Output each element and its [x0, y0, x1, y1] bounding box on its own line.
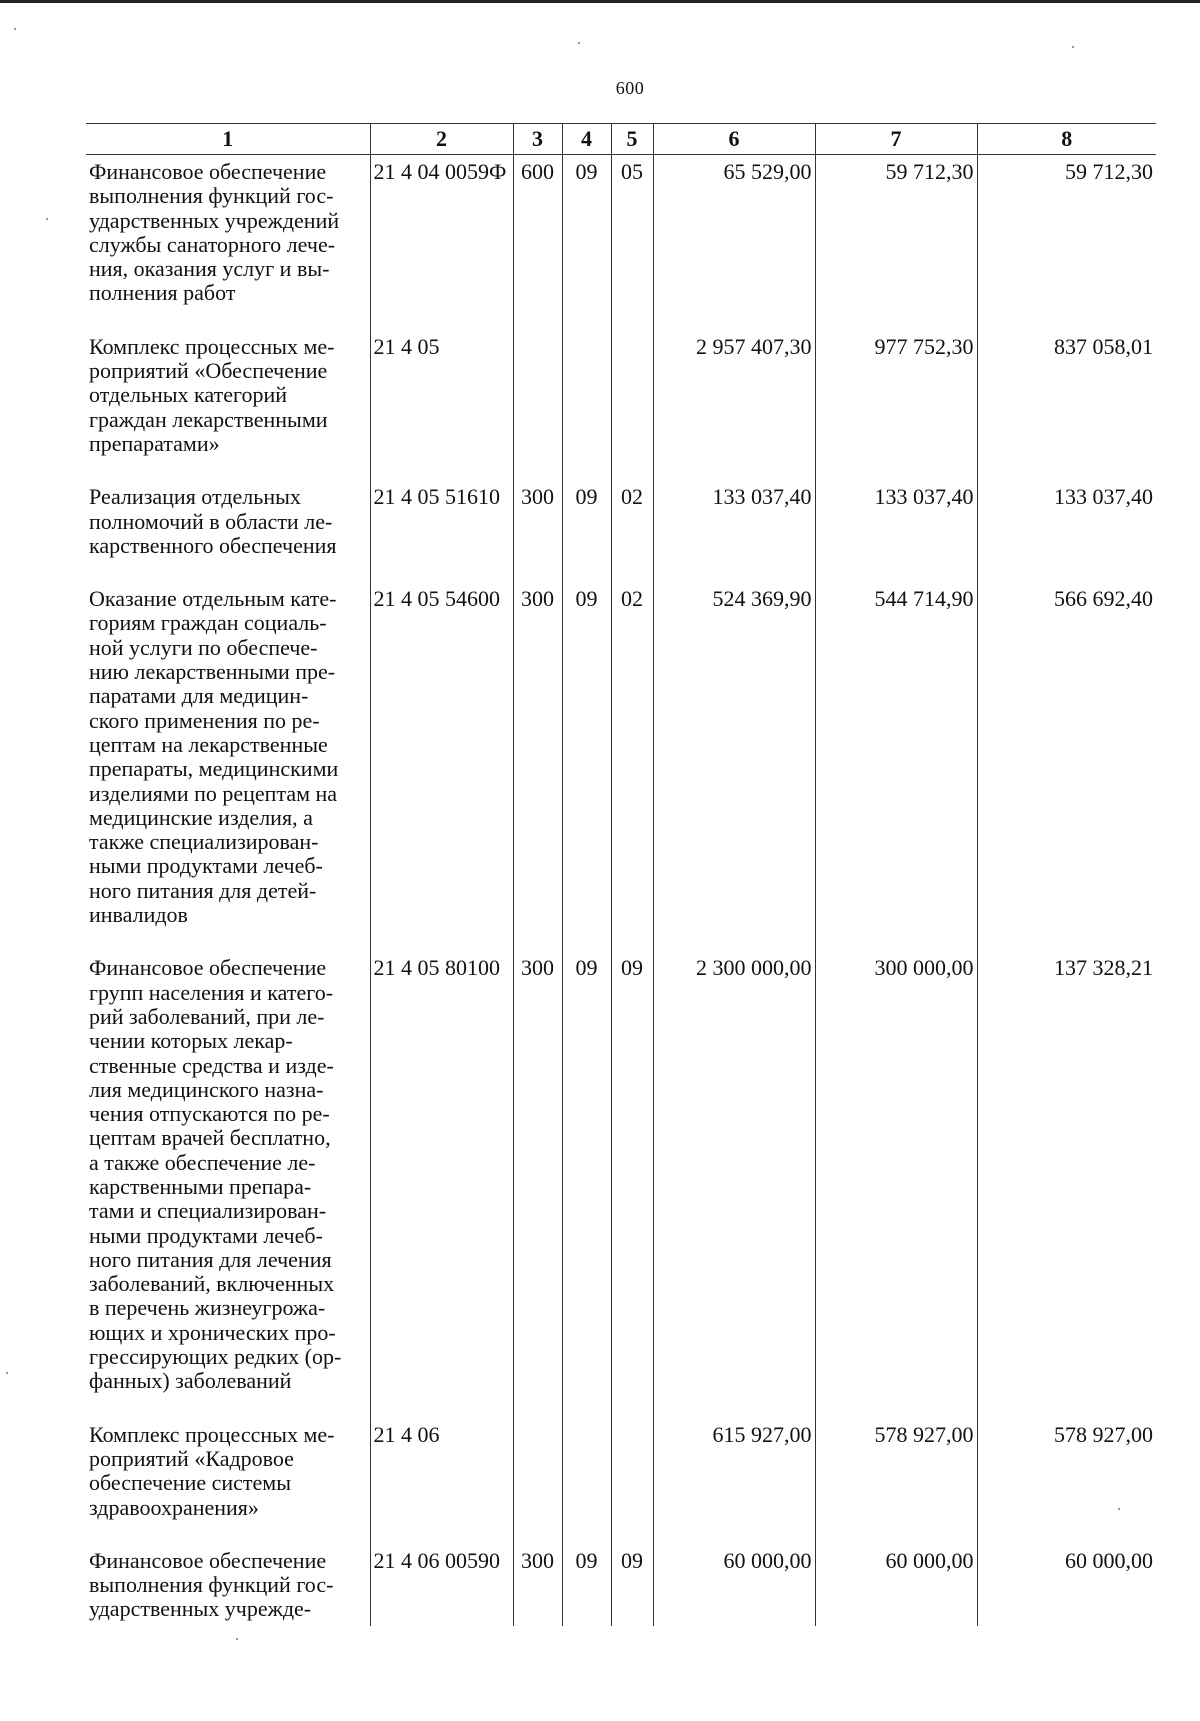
row-name-cell [86, 1418, 370, 1544]
row-name-line: Комплекс процессных ме- [89, 333, 335, 359]
row-col5-cell: 09 [611, 951, 653, 1417]
row-col4-cell: 09 [562, 582, 611, 951]
row-col5-cell: 09 [611, 1544, 653, 1626]
row-name-line: грессирующих редких (ор- [89, 1344, 342, 1370]
table-header-row [86, 124, 1156, 155]
row-col6-amount: 65 529,00 [653, 155, 815, 330]
row-col6-amount: 2 957 407,30 [653, 330, 815, 480]
row-name-line: в перечень жизнеугрожа- [89, 1295, 326, 1321]
row-name-line: заболеваний, включенных [89, 1271, 335, 1297]
row-name-line: ударственных учреждений [89, 207, 340, 233]
row-name-cell [86, 1544, 370, 1626]
row-col3-cell: 300 [513, 1544, 562, 1626]
row-col8-amount: 837 058,01 [977, 330, 1156, 480]
row-name-cell [86, 951, 370, 1417]
row-name-line: граждан лекарственными [89, 406, 328, 432]
row-name-line: Финансовое обеспечение [89, 955, 327, 981]
row-code-cell: 21 4 04 0059Ф [370, 155, 513, 330]
row-name-line: ударственных учрежде- [89, 1596, 312, 1622]
row-code-cell: 21 4 05 54600 [370, 582, 513, 951]
row-name-line: выполнения функций гос- [89, 183, 334, 209]
row-col7-amount: 578 927,00 [815, 1418, 977, 1544]
row-col4-cell: 09 [562, 951, 611, 1417]
row-col5-cell [611, 330, 653, 480]
row-name-line: фанных) заболеваний [89, 1368, 292, 1394]
scan-speck [578, 42, 580, 44]
row-name-line: ющих и хронических про- [89, 1319, 336, 1345]
row-name-line: службы санаторного лече- [89, 231, 336, 257]
row-name-line: медицинские изделия, а [89, 804, 313, 830]
row-name-line: нию лекарственными пре- [89, 659, 336, 685]
table-row [86, 582, 1156, 951]
row-col4-cell: 09 [562, 1544, 611, 1626]
table-row [86, 155, 1156, 330]
row-name-line: выполнения функций гос- [89, 1572, 334, 1598]
row-col6-amount: 615 927,00 [653, 1418, 815, 1544]
row-code-cell: 21 4 05 [370, 330, 513, 480]
column-header-8: 8 [977, 124, 1156, 155]
column-header-6: 6 [653, 124, 815, 155]
row-name-line: изделиями по рецептам на [89, 780, 338, 806]
scan-speck [6, 1372, 8, 1374]
row-name-line: ского применения по ре- [89, 707, 320, 733]
row-code-cell: 21 4 06 00590 [370, 1544, 513, 1626]
row-name-line: тами и специализирован- [89, 1198, 327, 1224]
table-row [86, 480, 1156, 582]
row-col8-amount: 133 037,40 [977, 480, 1156, 582]
row-name-line: Реализация отдельных [89, 484, 301, 510]
top-border-line [0, 0, 1200, 3]
row-name-line: Финансовое обеспечение [89, 159, 327, 184]
row-name-line: препараты, медицинскими [89, 756, 339, 782]
table-row [86, 951, 1156, 1417]
row-col8-amount: 578 927,00 [977, 1418, 1156, 1544]
table-body [86, 155, 1156, 1626]
row-col6-amount: 133 037,40 [653, 480, 815, 582]
row-name-line: Финансовое обеспечение [89, 1547, 327, 1573]
row-name-line: паратами для медицин- [89, 683, 309, 709]
row-name-line: лия медицинского назна- [89, 1076, 324, 1102]
row-code-cell: 21 4 05 51610 [370, 480, 513, 582]
row-name-cell [86, 582, 370, 951]
row-name-line: ными продуктами лечеб- [89, 853, 323, 879]
scan-speck [236, 1638, 238, 1640]
row-col3-cell: 600 [513, 155, 562, 330]
row-name-line: обеспечение системы [89, 1470, 291, 1496]
row-col8-amount: 59 712,30 [977, 155, 1156, 330]
row-col7-amount: 60 000,00 [815, 1544, 977, 1626]
row-col5-cell: 05 [611, 155, 653, 330]
row-name-line: цептам врачей бесплатно, [89, 1125, 331, 1151]
table-row [86, 1418, 1156, 1544]
row-col6-amount: 2 300 000,00 [653, 951, 815, 1417]
row-name-line: роприятий «Кадровое [89, 1445, 294, 1471]
row-name-line: ной услуги по обеспече- [89, 634, 318, 660]
row-name-line: здравоохранения» [89, 1494, 259, 1520]
table-row [86, 1544, 1156, 1626]
row-name-line: рий заболеваний, при ле- [89, 1003, 325, 1029]
row-col5-cell [611, 1418, 653, 1544]
row-code-cell: 21 4 05 80100 [370, 951, 513, 1417]
row-name-line: отдельных категорий [89, 382, 288, 408]
row-name-line: полнения работ [89, 280, 236, 306]
row-col7-amount: 300 000,00 [815, 951, 977, 1417]
scan-speck [1072, 46, 1074, 48]
scan-speck [46, 218, 48, 220]
table-row [86, 330, 1156, 480]
row-name-line: карственными препара- [89, 1173, 312, 1199]
row-col4-cell: 09 [562, 480, 611, 582]
row-name-cell [86, 480, 370, 582]
row-name-line: Оказание отдельным кате- [89, 586, 337, 612]
row-col4-cell [562, 1418, 611, 1544]
scan-speck [1118, 1508, 1120, 1510]
row-col3-cell [513, 1418, 562, 1544]
row-col5-cell: 02 [611, 480, 653, 582]
row-name-cell [86, 330, 370, 480]
row-name-line: карственного обеспечения [89, 532, 337, 558]
budget-table [86, 123, 1156, 1626]
scan-speck [14, 28, 16, 30]
row-name-line: ного питания для детей- [89, 877, 317, 903]
row-name-line: Комплекс процессных ме- [89, 1421, 335, 1447]
row-name-line: препаратами» [89, 430, 220, 456]
row-col4-cell [562, 330, 611, 480]
row-name-line: цептам на лекарственные [89, 731, 328, 757]
row-col7-amount: 59 712,30 [815, 155, 977, 330]
row-name-line: ного питания для лечения [89, 1246, 332, 1272]
column-header-2: 2 [370, 124, 513, 155]
row-code-cell: 21 4 06 [370, 1418, 513, 1544]
row-col6-amount: 60 000,00 [653, 1544, 815, 1626]
row-name-line: ными продуктами лечеб- [89, 1222, 323, 1248]
row-name-line: также специализирован- [89, 829, 319, 855]
row-name-line: чении которых лекар- [89, 1028, 293, 1054]
row-name-line: ственные средства и изде- [89, 1052, 334, 1078]
column-header-5: 5 [611, 124, 653, 155]
row-name-line: полномочий в области ле- [89, 508, 333, 534]
row-name-line: чения отпускаются по ре- [89, 1101, 330, 1127]
row-col5-cell: 02 [611, 582, 653, 951]
row-name-line: гориям граждан социаль- [89, 610, 327, 636]
row-col3-cell: 300 [513, 582, 562, 951]
row-col6-amount: 524 369,90 [653, 582, 815, 951]
column-header-3: 3 [513, 124, 562, 155]
row-col3-cell: 300 [513, 480, 562, 582]
column-header-7: 7 [815, 124, 977, 155]
row-col7-amount: 133 037,40 [815, 480, 977, 582]
column-header-1: 1 [86, 124, 370, 155]
page-number: 600 [615, 78, 645, 98]
row-name-line: а также обеспечение ле- [89, 1149, 316, 1175]
row-name-line: ния, оказания услуг и вы- [89, 256, 330, 282]
row-col8-amount: 60 000,00 [977, 1544, 1156, 1626]
row-name-cell [86, 155, 370, 330]
row-name-line: инвалидов [89, 902, 188, 928]
row-col7-amount: 544 714,90 [815, 582, 977, 951]
row-col3-cell [513, 330, 562, 480]
row-col7-amount: 977 752,30 [815, 330, 977, 480]
column-header-4: 4 [562, 124, 611, 155]
row-name-line: роприятий «Обеспечение [89, 358, 328, 384]
row-col4-cell: 09 [562, 155, 611, 330]
row-col3-cell: 300 [513, 951, 562, 1417]
row-name-line: групп населения и катего- [89, 979, 334, 1005]
row-col8-amount: 137 328,21 [977, 951, 1156, 1417]
row-col8-amount: 566 692,40 [977, 582, 1156, 951]
